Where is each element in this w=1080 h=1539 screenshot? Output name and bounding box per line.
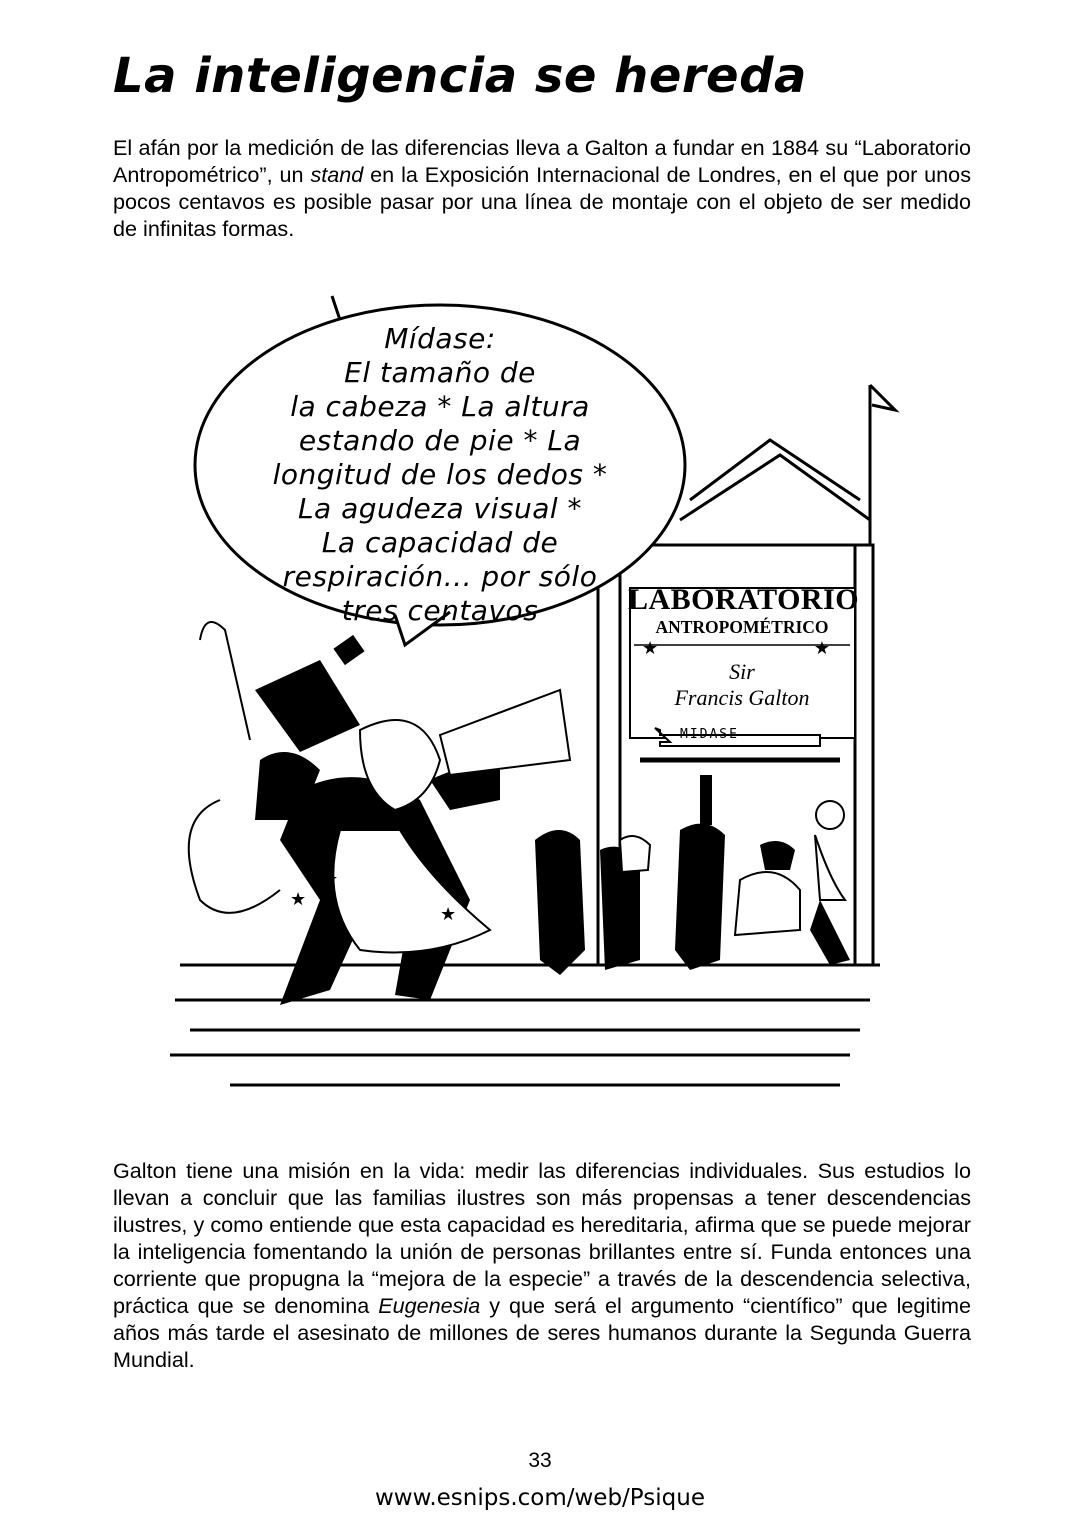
intro-paragraph bbox=[113, 134, 971, 242]
intro-text-end: en la Exposición Internacional de Londres, en el que por unos pocos centavos es posible pasar por una línea de montaje con el objeto de ser medido de infinitas formas. bbox=[113, 162, 971, 241]
arrow-sign-text: MIDASE bbox=[680, 727, 739, 742]
sign-sir: Sir bbox=[729, 659, 755, 684]
laboratory-sign bbox=[628, 583, 860, 712]
speech-line: El tamaño de bbox=[344, 356, 536, 389]
speech-line: Mídase: bbox=[384, 322, 496, 355]
star-icon: ★ bbox=[642, 638, 659, 659]
sign-name: Francis Galton bbox=[674, 685, 810, 710]
star-icon: ★ bbox=[813, 638, 830, 659]
speech-line: estando de pie * La bbox=[298, 424, 582, 457]
speech-line: La agudeza visual * bbox=[297, 492, 583, 525]
speech-line: respiración... por sólo bbox=[282, 560, 598, 593]
body-text-end: y que será el argumento “científico” que legitime años más tarde el asesinato de millones de seres humanos durante la Segunda Guerra Mundial. bbox=[113, 1293, 971, 1372]
sign-subtitle: ANTROPOMÉTRICO bbox=[655, 617, 829, 637]
speech-line: la cabeza * La altura bbox=[290, 390, 590, 423]
intro-text-start: El afán por la medición de las diferencias lleva a Galton a fundar en 1884 su “Laboratorio Antropométrico”, un bbox=[113, 135, 971, 187]
page-title: La inteligencia se hereda bbox=[113, 48, 807, 104]
svg-text:★: ★ bbox=[440, 904, 457, 925]
page-number: 33 bbox=[528, 1449, 552, 1472]
sign-title: LABORATORIO bbox=[628, 583, 860, 616]
speech-bubble bbox=[220, 322, 660, 628]
body-italic-term: Eugenesia bbox=[378, 1293, 481, 1318]
speech-line: tres centavos bbox=[341, 594, 539, 627]
svg-text:★: ★ bbox=[290, 889, 307, 910]
speech-line: La capacidad de bbox=[321, 526, 559, 559]
svg-text:★: ★ bbox=[370, 804, 387, 825]
body-paragraph bbox=[113, 1157, 971, 1373]
footer-url: www.esnips.com/web/Psique bbox=[375, 1485, 705, 1511]
svg-text:★: ★ bbox=[322, 869, 339, 890]
intro-italic-term: stand bbox=[310, 162, 364, 187]
body-text-start: Galton tiene una misión en la vida: medir las diferencias individuales. Sus estudios lo llevan a concluir que las familias ilustres son más propensas a tener descendencias ilustres, y como entiende que esta capacidad es hereditaria, afirma que se puede mejorar la inteligencia fomentando la unión de personas brillantes entre sí. Funda entonces una corriente que propugna la “mejora de la especie” a través de la descendencia selectiva, práctica que se denomina bbox=[113, 1158, 971, 1318]
speech-line: longitud de los dedos * bbox=[272, 458, 608, 491]
